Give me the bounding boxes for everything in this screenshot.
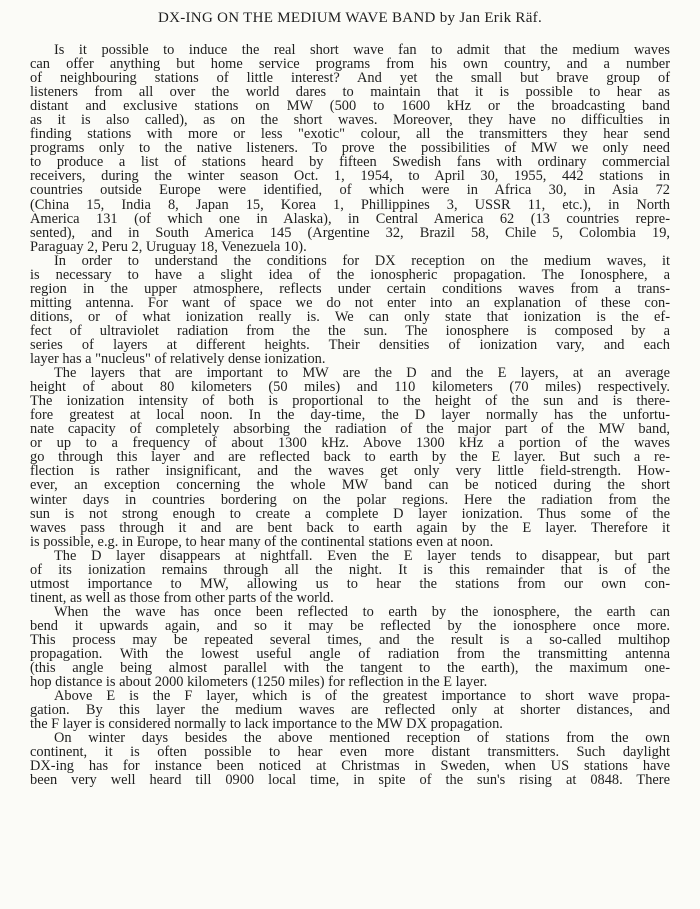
- text-line: or up to a frequency of about 1300 kHz. Above 1300 kHz a portion of the waves: [30, 435, 670, 452]
- text-line: layer has a "nucleus" of relatively dense ionization.: [30, 351, 326, 368]
- text-line: DX-ing has for instance been noticed at Christmas in Sweden, when US stations have: [30, 758, 670, 775]
- text-line: When the wave has once been reflected to earth by the ionosphere, the earth can: [54, 603, 670, 620]
- text-line: flection is rather insignificant, and the waves get only very little field-strength. How-: [30, 463, 670, 480]
- text-line: This process may be repeated several times, and the result is a so-called multihop: [30, 631, 670, 648]
- text-line: waves pass through it and are bent back to earth again by the E layer. Therefore it: [30, 519, 670, 536]
- text-line: programs only to the native listeners. To prove the possibilities of MW we only need: [30, 140, 670, 157]
- text-line: go through this layer and are reflected back to earth by the E layer. But such a re-: [30, 449, 670, 466]
- text-line: ever, an exception concerning the whole MW band can be noticed during the short: [30, 477, 670, 494]
- text-line: The ionization intensity of both is proportional to the height of the sun and is there-: [30, 393, 670, 410]
- text-line: bend it upwards again, and so it may be reflected by the ionosphere once more.: [30, 617, 670, 634]
- text-line: nate capacity of completely absorbing the radiation of the major part of the MW band,: [30, 421, 670, 438]
- text-line: receivers, during the winter season Oct. 1, 1954, to April 30, 1955, 442 stations in: [30, 168, 670, 185]
- text-line: sented), and in South America 145 (Argentine 32, Brazil 58, Chile 5, Colombia 19,: [30, 224, 670, 241]
- text-line: been very well heard till 0900 local time, in spite of the sun's rising at 0848. There: [30, 772, 670, 789]
- text-line: height of about 80 kilometers (50 miles) and 110 kilometers (70 miles) respectively.: [30, 379, 670, 396]
- text-line: Paraguay 2, Peru 2, Uruguay 18, Venezuela 10).: [30, 238, 307, 255]
- text-line: propagation. With the lowest useful angle of radiation from the transmitting antenna: [30, 646, 670, 663]
- text-line: as it is also called), as on the short waves. Moreover, they have no difficulties in: [30, 112, 670, 129]
- text-line: is necessary to have a slight idea of the ionospheric propagation. The Ionosphere, a: [30, 266, 670, 283]
- text-line: listeners from all over the world dares to maintain that it is possible to hear as: [30, 84, 670, 101]
- text-line: gation. By this layer the medium waves are reflected only at shorter distances, and: [30, 702, 670, 719]
- text-line: to produce a list of stations heard by fifteen Swedish fans with ordinary commercial: [30, 154, 670, 171]
- text-line: the F layer is considered normally to lack importance to the MW DX propagation.: [30, 716, 503, 733]
- text-line: In order to understand the conditions for DX reception on the medium waves, it: [54, 252, 670, 269]
- text-line: of its ionization remains through all the night. It is this remainder that is of the: [30, 561, 670, 578]
- text-line: distant and exclusive stations on MW (500 to 1600 kHz or the broadcasting band: [30, 98, 670, 115]
- text-line: can offer anything but home service programs from his own country, and a number: [30, 56, 670, 73]
- text-line: is possible, e.g. in Europe, to hear many of the continental stations even at noon.: [30, 533, 494, 550]
- text-line: America 131 (of which one in Alaska), in Central America 62 (13 countries repre-: [30, 210, 670, 227]
- text-line: Is it possible to induce the real short wave fan to admit that the medium waves: [54, 42, 670, 58]
- text-line: fect of ultraviolet radiation from the the sun. The ionosphere is composed by a: [30, 322, 670, 339]
- text-line: fore greatest at local noon. In the day-time, the D layer normally has the unfortu-: [30, 407, 670, 424]
- text-line: ditions, or of what ionization really is. We can only state that ionization is the ef-: [30, 308, 670, 325]
- text-line: (China 15, India 8, Japan 15, Korea 1, Phillippines 3, USSR 11, etc.), in North: [30, 196, 670, 213]
- text-line: series of layers at different heights. Their densities of ionization vary, and each: [30, 336, 670, 353]
- text-line: utmost importance to MW, allowing us to hear the stations from our own con-: [30, 575, 670, 592]
- text-line: hop distance is about 2000 kilometers (1250 miles) for reflection in the E layer.: [30, 674, 488, 691]
- text-line: countries outside Europe were identified, of which were in Africa 30, in Asia 72: [30, 182, 670, 199]
- article-body: [30, 43, 670, 787]
- text-line: The layers that are important to MW are the D and the E layers, at an average: [54, 365, 670, 382]
- text-line: of neighbouring stations of little interest? And yet the small but brave group of: [30, 70, 670, 87]
- text-line: The D layer disappears at nightfall. Even the E layer tends to disappear, but part: [54, 547, 670, 564]
- text-line: (this angle being almost parallel with the tangent to the earth), the maximum one-: [30, 660, 670, 677]
- article-title: DX-ING ON THE MEDIUM WAVE BAND by Jan Erik Räf.: [157, 10, 543, 26]
- text-line: sun is not strong enough to create a complete D layer ionization. Thus some of the: [30, 505, 670, 522]
- text-line: region in the upper atmosphere, reflects under certain conditions waves from a trans-: [30, 280, 670, 297]
- text-line: tinent, as well as those from other parts of the world.: [30, 589, 334, 606]
- text-line: On winter days besides the above mentioned reception of stations from the own: [54, 730, 670, 747]
- text-line: Above E is the F layer, which is of the greatest importance to short wave propa-: [54, 688, 670, 705]
- text-line: continent, it is often possible to hear even more distant transmitters. Such daylight: [30, 744, 670, 761]
- text-line: mitting antenna. For want of space we do not enter into an explanation of these con-: [30, 294, 670, 311]
- text-line: winter days in countries bordering on the polar regions. Here the radiation from the: [30, 491, 670, 508]
- text-line: finding stations with more or less "exotic" colour, all the transmitters they hear send: [30, 126, 670, 143]
